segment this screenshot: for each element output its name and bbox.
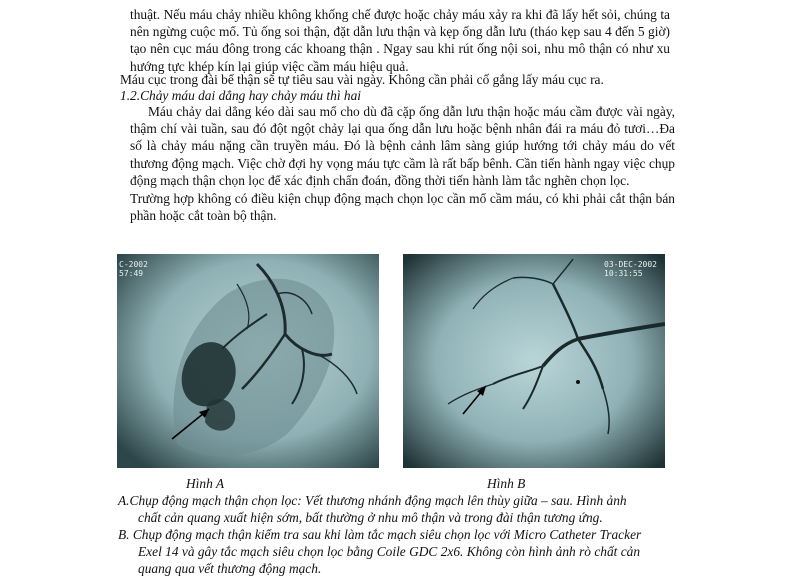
caption-a-line-2: chất cản quang xuất hiện sớm, bất thường ở nhu mô thận và trong đài thận tương ứng.	[138, 510, 603, 525]
timestamp-a	[119, 260, 148, 278]
paragraph-persistent-bleeding: Máu chảy dai dẳng kéo dài sau mổ cho dù đã cặp ống dẫn lưu thận hoặc máu cầm được vài ngày, thậm chí vài tuần, sau đó đột ngột chảy lại qua ống dẫn lưu hoặc bệnh nhân đái ra máu đỏ tươi…Đa số là chảy máu nặng cần truyền máu. Đó là bệnh cảnh lâm sàng giúp hướng tới chảy máu do vết thương động mạch. Việc chờ đợi hy vọng máu tực cầm là rất bấp bênh. Cần tiến hành ngay việc chụp động mạch thận chọn lọc để xác định chẩn đoán, đồng thời tiến hành làm tắc nghẽn chọn lọc.	[130, 104, 675, 188]
caption-a-line-1: A.Chụp động mạch thận chọn lọc: Vết thương nhánh động mạch lên thùy giữa – sau. Hình ảnh	[118, 493, 627, 508]
date-stamp-a: C-2002	[119, 260, 148, 269]
time-stamp-b: 10:31:55	[604, 269, 643, 278]
paragraph-hemostasis: thuật. Nếu máu chảy nhiều không khống chế được hoặc chảy máu xảy ra khi đã lấy hết sỏi, chúng ta nên ngừng cuộc mổ. Tủ ống soi thận, đặt dẫn lưu thận và kẹp ống dẫn lưu (tháo kẹp sau 4 đến 5 giờ) tạo nên cục máu đông trong các khoang thận . Ngay sau khi rút ống nội soi, nhu mô thận có như xu hướng tực khép kín lại giúp việc cầm máu hiệu quả.	[130, 7, 670, 74]
figure-label-b: Hình B	[487, 476, 526, 491]
caption-b-line-3: quang qua vết thương động mạch.	[138, 561, 322, 576]
figure-label-a: Hình A	[186, 476, 225, 491]
paragraph-surgery-option: Trường hợp không có điều kiện chụp động mạch chọn lọc cần mổ cầm máu, có khi phải cắt thận bán phần hoặc cắt toàn bộ thận.	[130, 191, 675, 224]
date-stamp-b: 03-DEC-2002	[604, 260, 657, 269]
angiogram-figure-a	[117, 254, 379, 468]
angiogram-a-image	[117, 254, 379, 468]
caption-b-line-2: Exel 14 và gây tắc mạch siêu chọn lọc bằng Coile GDC 2x6. Không còn hình ảnh rò chất cản	[138, 544, 641, 559]
caption-b	[118, 526, 708, 577]
angiogram-b-image	[403, 254, 665, 468]
section-heading-1-2: 1.2.Chảy máu dai dẳng hay chảy máu thì hai	[120, 88, 362, 103]
paragraph-clot-resolution: Máu cục trong đài bể thận sẽ tự tiêu sau vài ngày. Không cần phải cố gắng lấy máu cục ra.	[120, 72, 604, 87]
angiogram-figure-b	[403, 254, 665, 468]
caption-b-line-1: B. Chụp động mạch thận kiểm tra sau khi làm tắc mạch siêu chọn lọc với Micro Catheter Tracker	[118, 527, 642, 542]
timestamp-b	[604, 260, 657, 278]
caption-a	[118, 492, 708, 526]
time-stamp-a: 57:49	[119, 269, 144, 278]
